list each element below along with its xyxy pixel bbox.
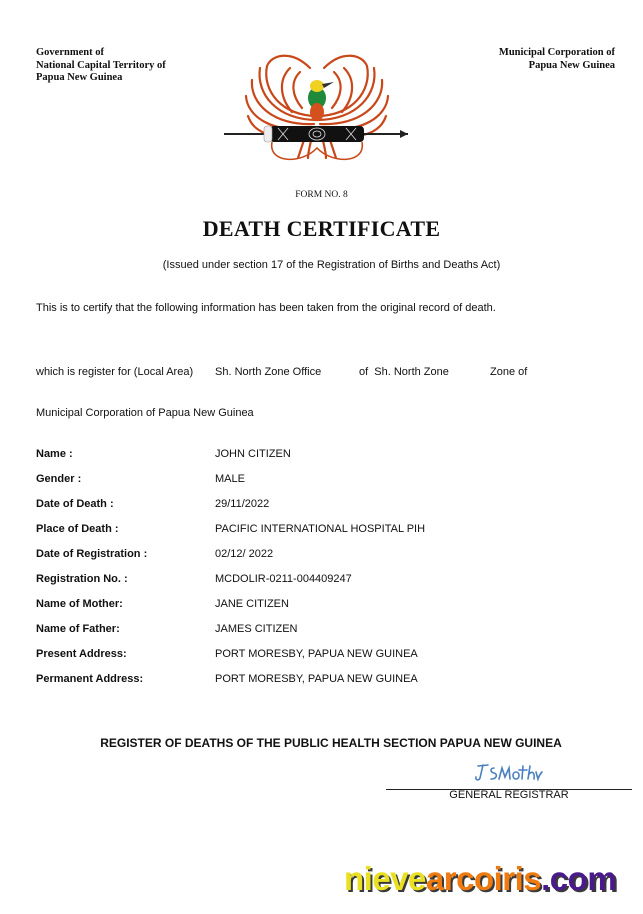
local-area-zone: of Sh. North Zone: [359, 366, 449, 378]
header-left-line-3: Papua New Guinea: [36, 72, 123, 83]
watermark-part-com: .com: [541, 860, 617, 897]
header-left-line-2: National Capital Territory of: [36, 59, 166, 71]
watermark-part-nieve: nieve: [344, 860, 426, 897]
field-value-name-of-mother: JANE CITIZEN: [215, 598, 289, 610]
field-label-permanent-address: Permanent Address:: [36, 673, 144, 685]
certificate-subtitle: (Issued under section 17 of the Registration of Births and Deaths Act): [162, 259, 501, 271]
municipal-corporation-line: Municipal Corporation of Papua New Guinea: [36, 407, 254, 419]
certification-statement: This is to certify that the following information has been taken from the original record of death.: [36, 302, 496, 314]
general-registrar-label: GENERAL REGISTRAR: [449, 789, 569, 801]
form-number: FORM NO. 8: [295, 190, 348, 200]
field-value-permanent-address: PORT MORESBY, PAPUA NEW GUINEA: [215, 673, 418, 685]
field-value-gender: MALE: [215, 473, 245, 485]
certificate-title: DEATH CERTIFICATE: [202, 216, 441, 241]
field-value-date-of-death: 29/11/2022: [215, 498, 270, 510]
local-area-prefix: which is register for (Local Area): [36, 366, 194, 378]
field-label-present-address: Present Address:: [36, 648, 127, 660]
watermark-part-arcoiris: arcoiris: [425, 860, 542, 897]
field-label-name-of-father: Name of Father:: [36, 623, 120, 635]
header-right-line-2: Papua New Guinea: [528, 59, 615, 71]
field-label-date-of-registration: Date of Registration :: [36, 548, 148, 560]
field-label-date-of-death: Date of Death :: [36, 498, 114, 510]
municipal-corporation-block: [499, 47, 615, 72]
header-right-line-1: Municipal Corporation of: [498, 47, 615, 58]
field-label-registration-no: Registration No. :: [36, 573, 128, 585]
coat-of-arms-emblem-icon: [222, 46, 412, 170]
field-label-name: Name :: [36, 448, 73, 460]
watermark-logo: [344, 860, 616, 898]
field-value-registration-no: MCDOLIR-0211-004409247: [215, 573, 352, 585]
field-value-name: JOHN CITIZEN: [215, 448, 291, 460]
field-value-present-address: PORT MORESBY, PAPUA NEW GUINEA: [215, 648, 418, 660]
local-area-office: Sh. North Zone Office: [215, 366, 322, 378]
field-value-place-of-death: PACIFIC INTERNATIONAL HOSPITAL PIH: [215, 523, 426, 535]
registrar-signature-icon: [472, 760, 546, 784]
field-label-place-of-death: Place of Death :: [36, 523, 119, 535]
field-value-date-of-registration: 02/12/ 2022: [215, 548, 274, 560]
field-label-name-of-mother: Name of Mother:: [36, 598, 123, 610]
issuing-government-block: [36, 47, 166, 85]
header-left-line-1: Government of: [36, 47, 104, 58]
local-area-suffix: Zone of: [490, 366, 528, 378]
field-label-gender: Gender :: [36, 473, 82, 485]
field-value-name-of-father: JAMES CITIZEN: [215, 623, 298, 635]
register-of-deaths-heading: REGISTER OF DEATHS OF THE PUBLIC HEALTH SECTION PAPUA NEW GUINEA: [100, 736, 562, 750]
